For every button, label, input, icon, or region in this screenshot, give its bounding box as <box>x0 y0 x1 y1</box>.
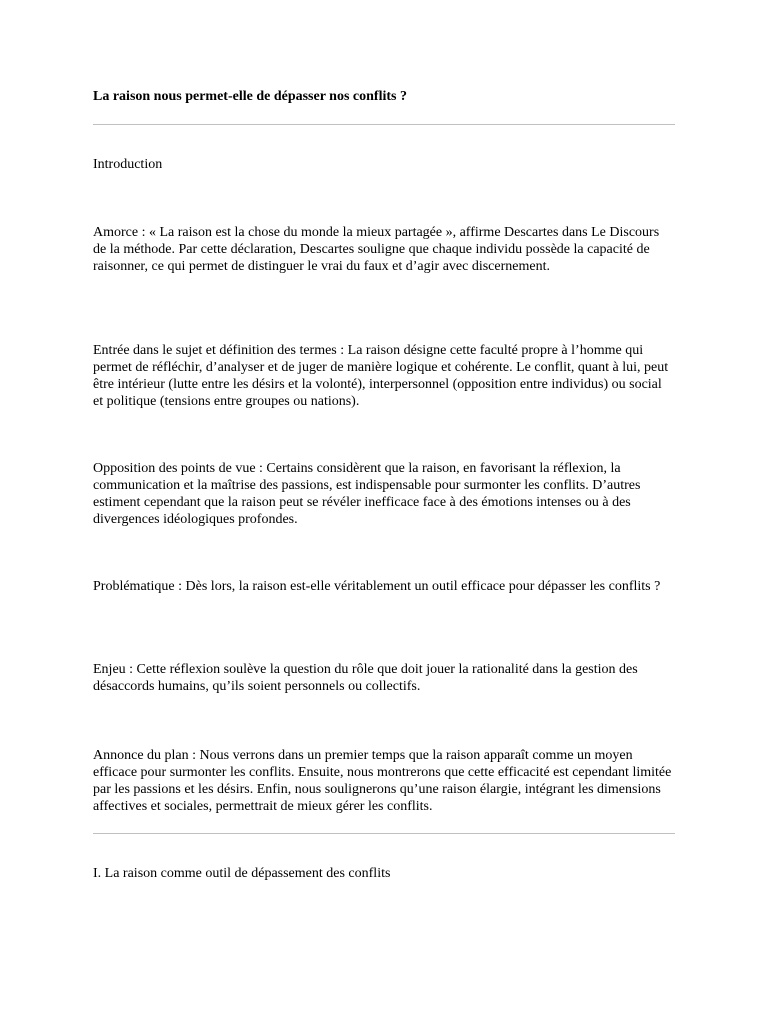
document-title: La raison nous permet-elle de dépasser nos conflits ? <box>93 89 407 104</box>
title-divider <box>93 124 675 125</box>
paragraph-opposition: Opposition des points de vue : Certains considèrent que la raison, en favorisant la réflexion, la communication et la maîtrise des passions, est indispensable pour surmonter les conflits. D’autres estiment cependant que la raison peut se révéler inefficace face à des émotions intenses ou à des divergences idéologiques profondes. <box>93 461 641 527</box>
part1-heading: I. La raison comme outil de dépassement des conflits <box>93 866 391 881</box>
paragraph-entree-sujet: Entrée dans le sujet et définition des termes : La raison désigne cette faculté propre à l’homme qui permet de réfléchir, d’analyser et de juger de manière logique et cohérente. Le conflit, quant à lui, peut être intérieur (lutte entre les désirs et la volonté), interpersonnel (opposition entre individus) ou social et politique (tensions entre groupes ou nations). <box>93 343 669 409</box>
section-divider <box>93 833 675 834</box>
paragraph-annonce-plan: Annonce du plan : Nous verrons dans un premier temps que la raison apparaît comme un moyen efficace pour surmonter les conflits. Ensuite, nous montrerons que cette efficacité est cependant limitée par les passions et les désirs. Enfin, nous soulignerons qu’une raison élargie, intégrant les dimensions affectives et sociales, permettrait de mieux gérer les conflits. <box>93 748 672 814</box>
paragraph-amorce: Amorce : « La raison est la chose du monde la mieux partagée », affirme Descartes dans Le Discours de la méthode. Par cette déclaration, Descartes souligne que chaque individu possède la capacité de raisonner, ce qui permet de distinguer le vrai du faux et d’agir avec discernement. <box>93 225 660 274</box>
introduction-heading: Introduction <box>93 157 163 172</box>
paragraph-problematique: Problématique : Dès lors, la raison est-elle véritablement un outil efficace pour dépasser les conflits ? <box>93 579 661 594</box>
paragraph-enjeu: Enjeu : Cette réflexion soulève la question du rôle que doit jouer la rationalité dans la gestion des désaccords humains, qu’ils soient personnels ou collectifs. <box>93 662 638 694</box>
